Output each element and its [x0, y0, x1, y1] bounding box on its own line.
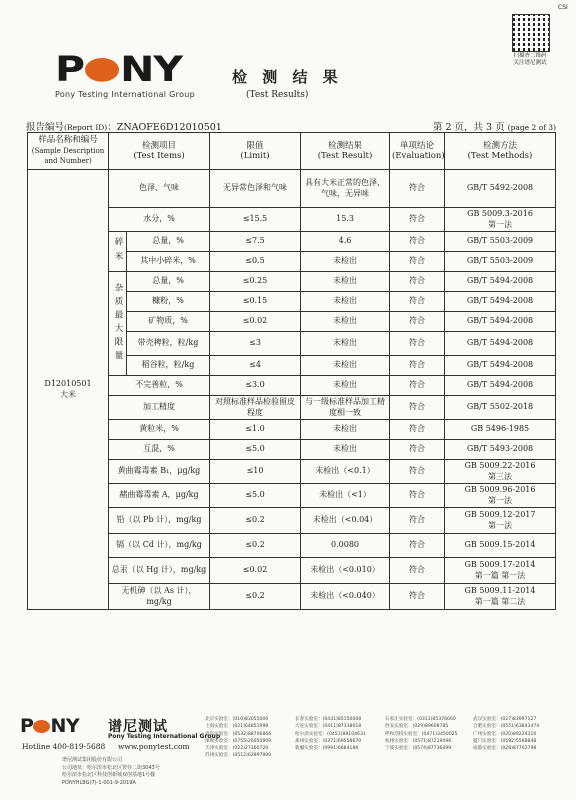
result-cell: 15.3 — [301, 208, 390, 232]
header-item: 检测项目 (Test Items) — [109, 133, 210, 170]
item-cell: 矿物质，% — [127, 312, 210, 332]
item-cell: 总汞（以 Hg 计），mg/kg — [109, 558, 210, 584]
method-cell — [445, 332, 556, 356]
eval-cell: 符合 — [390, 356, 445, 376]
item-cell: 水分，% — [109, 208, 210, 232]
method-clause: 第一篇 第二法 — [474, 596, 526, 606]
eval-cell: 符合 — [390, 584, 445, 610]
table-row — [28, 170, 556, 208]
lab-contact: 武汉实验室：(027)83997127 — [473, 717, 537, 722]
eval-cell: 符合 — [390, 440, 445, 460]
lab-contact: 广州实验室：(020)89224310 — [473, 731, 537, 737]
limit-cell: 无异常色泽和气味 — [210, 170, 301, 208]
results-table — [27, 132, 556, 610]
item-cell: 不完善粒，% — [109, 376, 210, 396]
pony-logo — [55, 48, 183, 90]
method-clause: 第一篇 第一法 — [474, 570, 526, 580]
csi-mark: CSI — [558, 4, 568, 11]
lab-contact: 石家庄实验室：(0311)85376660 — [385, 717, 456, 722]
sample-name: 大米 — [60, 389, 76, 399]
eval-cell: 符合 — [390, 170, 445, 208]
footer-website[interactable]: www.ponytest.com — [118, 742, 190, 751]
footer-address-line: 谱尼测试集团股份有限公司 — [62, 757, 123, 763]
limit-cell: ≤1.0 — [210, 420, 301, 440]
method-cell — [445, 484, 556, 508]
method-standard: GB 5009.17-2014 — [464, 560, 536, 569]
lab-contact: 哈尔滨实验室：(0451)88104631 — [295, 731, 366, 737]
lab-contact: 新疆实验室：(0991)6684186 — [295, 746, 359, 752]
limit-cell: ≤4 — [210, 356, 301, 376]
limit-cell: ≤0.5 — [210, 252, 301, 272]
footer-address — [62, 757, 160, 787]
result-cell: 未检出 — [301, 420, 390, 440]
method-cell — [445, 312, 556, 332]
method-cell — [445, 460, 556, 484]
result-cell: 未检出 — [301, 272, 390, 292]
logo-letter-p: P — [55, 48, 85, 90]
lab-contact: 厦门实验室：(0592)5568848 — [473, 738, 537, 744]
method-cell — [445, 232, 556, 252]
qr-caption-line-1: 扫描查二维码 — [513, 53, 547, 59]
eval-cell: 符合 — [390, 208, 445, 232]
limit-cell: 对照标准样品检验留皮程度 — [210, 396, 301, 420]
method-standard: GB 5009.12-2017 — [464, 510, 536, 519]
method-cell — [445, 376, 556, 396]
item-cell: 无机砷（以 As 计），mg/kg — [109, 584, 210, 610]
page-indicator-cn: 第 2 页，共 3 页 — [432, 122, 505, 133]
result-cell: 未检出 — [301, 292, 390, 312]
result-cell: 未检出（<0.04） — [301, 508, 390, 534]
result-cell: 未检出 — [301, 440, 390, 460]
method-cell — [445, 440, 556, 460]
method-clause: 第一法 — [488, 520, 513, 530]
footer-address-line: 哈尔滨市松北区科技创新城双创基地1号楼 — [62, 772, 156, 778]
report-id-label: 报告编号 — [26, 122, 65, 133]
eval-cell: 符合 — [390, 396, 445, 420]
item-cell: 稻谷粒，粒/kg — [127, 356, 210, 376]
table-header-row — [28, 133, 556, 170]
report-id-label-en: (Report ID) — [64, 123, 108, 132]
limit-cell: ≤0.2 — [210, 508, 301, 534]
method-standard: GB/T 5503-2009 — [466, 256, 534, 266]
method-cell — [445, 584, 556, 610]
lab-contact: 合肥实验室：(0551)63843474 — [473, 724, 540, 730]
header-sample: 样品名称和编号 (Sample Description and Number) — [28, 133, 109, 170]
eval-cell: 符合 — [390, 484, 445, 508]
footer-hotline: Hotline 400-819-5688 — [22, 742, 106, 751]
lab-contact: 宁波实验室：(0574)87736499 — [385, 746, 452, 752]
limit-cell: ≤5.0 — [210, 484, 301, 508]
footer-address-line: 公司地址：哈尔滨市松北区智谷二街3043号 — [62, 764, 160, 771]
footer-logo-orange-o — [33, 720, 50, 733]
page-indicator — [433, 119, 556, 133]
limit-cell: ≤0.15 — [210, 292, 301, 312]
method-standard: GB/T 5494-2008 — [466, 338, 534, 348]
result-cell: 与一级标准样品加工精度相一致 — [301, 396, 390, 420]
method-cell — [445, 170, 556, 208]
method-standard: GB 5496-1985 — [470, 424, 530, 434]
result-cell: 未检出 — [301, 312, 390, 332]
page-title-en: (Test Results) — [246, 90, 309, 100]
header-limit: 限值 (Limit) — [210, 133, 301, 170]
category-impurity: 杂质最大限量 — [109, 272, 127, 376]
eval-cell: 符合 — [390, 292, 445, 312]
header-result: 检测结果 (Test Result) — [301, 133, 390, 170]
result-cell: 未检出 — [301, 376, 390, 396]
limit-cell: ≤0.2 — [210, 584, 301, 610]
result-cell: 具有大米正常的色泽、气味，无异味 — [301, 170, 390, 208]
method-standard: GB 5009.96-2016 — [464, 485, 536, 494]
eval-cell: 符合 — [390, 232, 445, 252]
limit-cell: ≤5.0 — [210, 440, 301, 460]
page-indicator-en: (page 2 of 3) — [507, 123, 556, 132]
item-cell: 其中小碎米，% — [127, 252, 210, 272]
result-cell: 未检出（<1） — [301, 484, 390, 508]
item-cell: 黄粒米，% — [109, 420, 210, 440]
item-cell: 带壳稗粒，粒/kg — [127, 332, 210, 356]
eval-cell: 符合 — [390, 460, 445, 484]
method-standard: GB 5009.22-2016 — [464, 461, 536, 470]
method-standard: GB 5009.15-2014 — [464, 540, 536, 550]
eval-cell: 符合 — [390, 508, 445, 534]
eval-cell: 符合 — [390, 420, 445, 440]
lab-contact: 成都实验室：(028)87702798 — [473, 746, 537, 752]
lab-column-4 — [473, 716, 539, 752]
item-cell: 总量，% — [127, 272, 210, 292]
method-cell — [445, 558, 556, 584]
result-cell: 4.6 — [301, 232, 390, 252]
sample-id: D12010501 — [44, 379, 92, 388]
category-broken: 碎米 — [109, 232, 127, 272]
eval-cell: 符合 — [390, 312, 445, 332]
result-cell: 未检出 — [301, 332, 390, 356]
lab-contact: 苏州实验室：(0512)62997900 — [205, 753, 272, 759]
limit-cell: ≤3.0 — [210, 376, 301, 396]
page-title: 检 测 结 果 — [232, 68, 343, 86]
lab-contact: 郑州实验室：(0371)69558670 — [295, 738, 362, 744]
lab-column-3 — [385, 716, 458, 752]
method-cell — [445, 534, 556, 558]
result-cell: 0.0080 — [301, 534, 390, 558]
group-name: Pony Testing International Group — [55, 90, 196, 99]
item-cell: 赭曲霉毒素 A，μg/kg — [109, 484, 210, 508]
lab-column-1 — [205, 716, 271, 760]
lab-contact: 长春实验室：(0431)85150008 — [295, 717, 362, 722]
header-method: 检测方法 (Test Methods) — [445, 133, 556, 170]
lab-contact: 西安实验室：(029)89608785 — [385, 724, 449, 730]
logo-orange-o — [85, 58, 119, 82]
lab-contact: 天津实验室：(022)27360720 — [205, 746, 269, 752]
eval-cell: 符合 — [390, 558, 445, 584]
method-cell — [445, 508, 556, 534]
result-cell: 未检出 — [301, 252, 390, 272]
lab-column-2 — [295, 716, 366, 752]
limit-cell: ≤3 — [210, 332, 301, 356]
lab-contact: 深圳实验室：(0755)26050909 — [205, 738, 272, 744]
qr-caption — [508, 53, 552, 67]
lab-contact: 青岛实验室：(0532)88706866 — [205, 731, 272, 737]
limit-cell: ≤0.02 — [210, 312, 301, 332]
limit-cell: ≤0.25 — [210, 272, 301, 292]
qr-caption-line-2: 关注谱尼测试 — [513, 60, 547, 66]
method-standard: GB/T 5494-2008 — [466, 296, 534, 306]
item-cell: 互混，% — [109, 440, 210, 460]
method-cell — [445, 420, 556, 440]
lab-contact: 呼和浩特实验室：(0471)3450025 — [385, 731, 458, 737]
method-standard: GB/T 5494-2008 — [466, 380, 534, 390]
method-standard: GB/T 5494-2008 — [466, 360, 534, 370]
method-cell — [445, 208, 556, 232]
method-clause: 第一法 — [488, 219, 513, 229]
result-cell: 未检出（<0.040） — [301, 584, 390, 610]
lab-contact: 北京实验室：(010)83055000 — [205, 717, 269, 722]
lab-contact: 大连实验室：(0411)87338618 — [295, 724, 362, 730]
footer-company-cn: 谱尼测试 — [108, 719, 168, 735]
item-cell: 色泽、气味 — [109, 170, 210, 208]
footer-form-code: PONYHLBG(7)-1-001-9-2019A — [62, 779, 136, 786]
footer-company-en: Pony Testing International Group — [108, 733, 221, 740]
limit-cell: ≤0.02 — [210, 558, 301, 584]
result-cell: 未检出 — [301, 356, 390, 376]
eval-cell: 符合 — [390, 332, 445, 356]
header-eval: 单项结论 (Evaluation) — [390, 133, 445, 170]
method-standard: GB/T 5494-2008 — [466, 316, 534, 326]
lab-contact: 杭州实验室：(0571)87219096 — [385, 738, 452, 744]
qr-code-icon — [512, 14, 550, 52]
method-cell — [445, 292, 556, 312]
result-cell: 未检出（<0.010） — [301, 558, 390, 584]
item-cell: 加工精度 — [109, 396, 210, 420]
footer-pony-logo: P NY — [20, 715, 80, 737]
method-clause: 第三法 — [488, 471, 513, 481]
result-cell: 未检出（<0.1） — [301, 460, 390, 484]
eval-cell: 符合 — [390, 376, 445, 396]
method-standard: GB/T 5494-2008 — [466, 276, 534, 286]
eval-cell: 符合 — [390, 534, 445, 558]
limit-cell: ≤0.2 — [210, 534, 301, 558]
method-clause: 第一法 — [488, 495, 513, 505]
method-standard: GB/T 5492-2008 — [466, 183, 534, 193]
item-cell: 总量，% — [127, 232, 210, 252]
method-cell — [445, 272, 556, 292]
method-standard: GB/T 5493-2008 — [466, 444, 534, 454]
item-cell: 铅（以 Pb 计），mg/kg — [109, 508, 210, 534]
report-id — [26, 119, 222, 133]
eval-cell: 符合 — [390, 252, 445, 272]
lab-contact: 上海实验室：(021)64851999 — [205, 724, 269, 730]
logo-letters-ny: NY — [120, 48, 183, 90]
method-standard: GB 5009.3-2016 — [467, 209, 533, 218]
item-cell: 镉（以 Cd 计），mg/kg — [109, 534, 210, 558]
limit-cell: ≤10 — [210, 460, 301, 484]
method-standard: GB 5009.11-2014 — [464, 586, 536, 595]
sample-cell — [28, 170, 109, 610]
item-cell: 糠粉，% — [127, 292, 210, 312]
item-cell: 黄曲霉毒素 B₁，μg/kg — [109, 460, 210, 484]
report-id-value: ：ZNAOFE6D12010501 — [107, 122, 222, 133]
method-cell — [445, 396, 556, 420]
method-cell — [445, 356, 556, 376]
limit-cell: ≤7.5 — [210, 232, 301, 252]
eval-cell: 符合 — [390, 272, 445, 292]
method-cell — [445, 252, 556, 272]
method-standard: GB/T 5503-2009 — [466, 236, 534, 246]
limit-cell: ≤15.5 — [210, 208, 301, 232]
method-standard: GB/T 5502-2018 — [466, 402, 534, 412]
